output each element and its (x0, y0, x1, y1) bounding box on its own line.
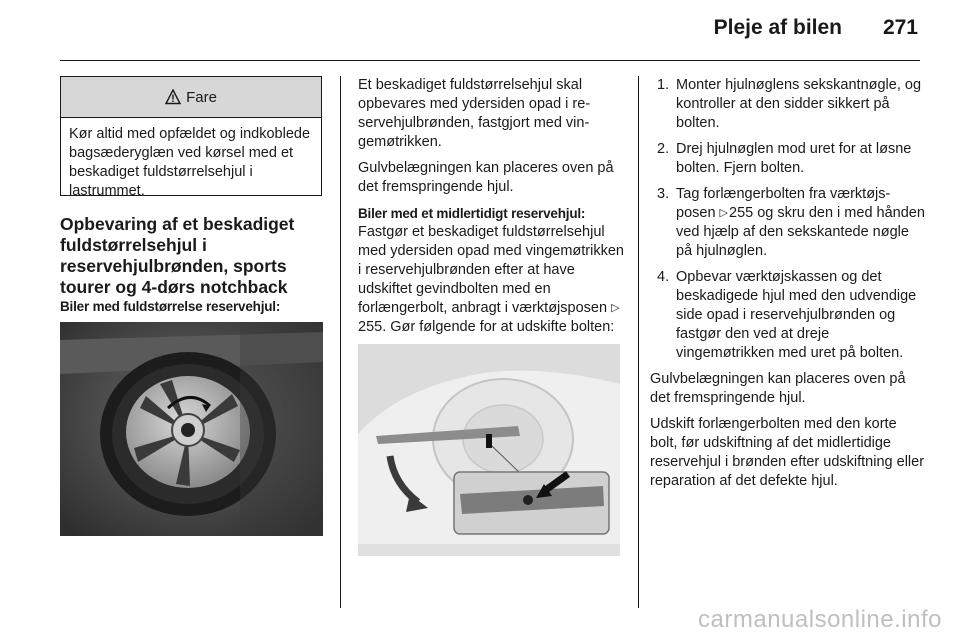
paragraph: Fastgør et beskadiget fuldstørrelsehjul med ydersiden opad med vingemøtrikken i reservehjulbrønden efter at have udskiftet gevindbolten med en forlængerbolt, anbragt i værktøjsposen ▷255. Gør følgende for at udskifte bolten: (358, 224, 624, 335)
page-reference-icon: ▷ (719, 207, 729, 219)
column-2-text (358, 76, 624, 344)
column-divider-1 (340, 76, 341, 608)
list-item: 2. Drej hjulnøglen mod uret for at løsne bolten. Fjern bolten. (657, 141, 912, 176)
page-reference-icon: ▷ (611, 302, 620, 314)
page-number: 271 (882, 16, 918, 39)
paragraph: Et beskadiget fuldstørrelsehjul skal opbevares med ydersiden opad i reservehjulbrønden, fastgjort med vingemøtrikken. (358, 77, 591, 150)
list-item: 1. Monter hjulnøglens sekskantnøgle, og kontroller at den sidder sikkert på bolten. (657, 77, 922, 131)
temporary-spare-subheading: Biler med et midlertidigt reservehjul: (358, 206, 586, 221)
column-3-text (650, 76, 925, 498)
warning-header (61, 77, 321, 118)
warning-title: Fare (186, 88, 217, 106)
paragraph: Gulvbelægningen kan placeres oven på det fremspringende hjul. (358, 160, 614, 195)
warning-triangle-icon (165, 89, 181, 105)
header-divider (60, 60, 920, 61)
warning-box (60, 76, 322, 199)
watermark: carmanualsonline.info (698, 606, 942, 633)
list-item: 3. Tag forlængerbolten fra værktøjsposen ▷255 og skru den i med hånden ved hjælp af den sekskantede nøgle på hjulnøglen. (657, 186, 925, 259)
column-divider-2 (638, 76, 639, 608)
paragraph: Gulvbelægningen kan placeres oven på det fremspringende hjul. (650, 371, 906, 406)
list-item: 4. Opbevar værktøjskassen og det beskadigede hjul med den udvendige side opad i reservehjulbrønden og fastgør den ved at dreje vingemøtrikken med uret på bolten. (657, 269, 917, 361)
page-header-title: Pleje af bilen (713, 16, 842, 39)
extension-bolt-diagram (358, 344, 620, 556)
section-heading: Opbevaring af et beskadiget fuldstørrelsehjul i reservehjulbrønden, sports tourer og 4-dørs notchback (60, 214, 295, 297)
section-subheading: Biler med fuldstørrelse reservehjul: (60, 299, 281, 314)
steps-list (650, 76, 925, 363)
page-reference[interactable]: 255 (729, 205, 754, 221)
warning-body: Kør altid med opfældet og indkoblede bagsæderyglæn ved kørsel med et beskadiget fuldstørrelsehjul i lastrummet. (69, 126, 311, 199)
spare-wheel-photo (60, 322, 323, 536)
paragraph: Udskift forlængerbolten med den korte bolt, før udskiftning af det midlertidige reservehjul i brønden efter udskiftning eller reparation af det defekte hjul. (650, 416, 925, 489)
page-reference[interactable]: 255 (358, 319, 383, 335)
